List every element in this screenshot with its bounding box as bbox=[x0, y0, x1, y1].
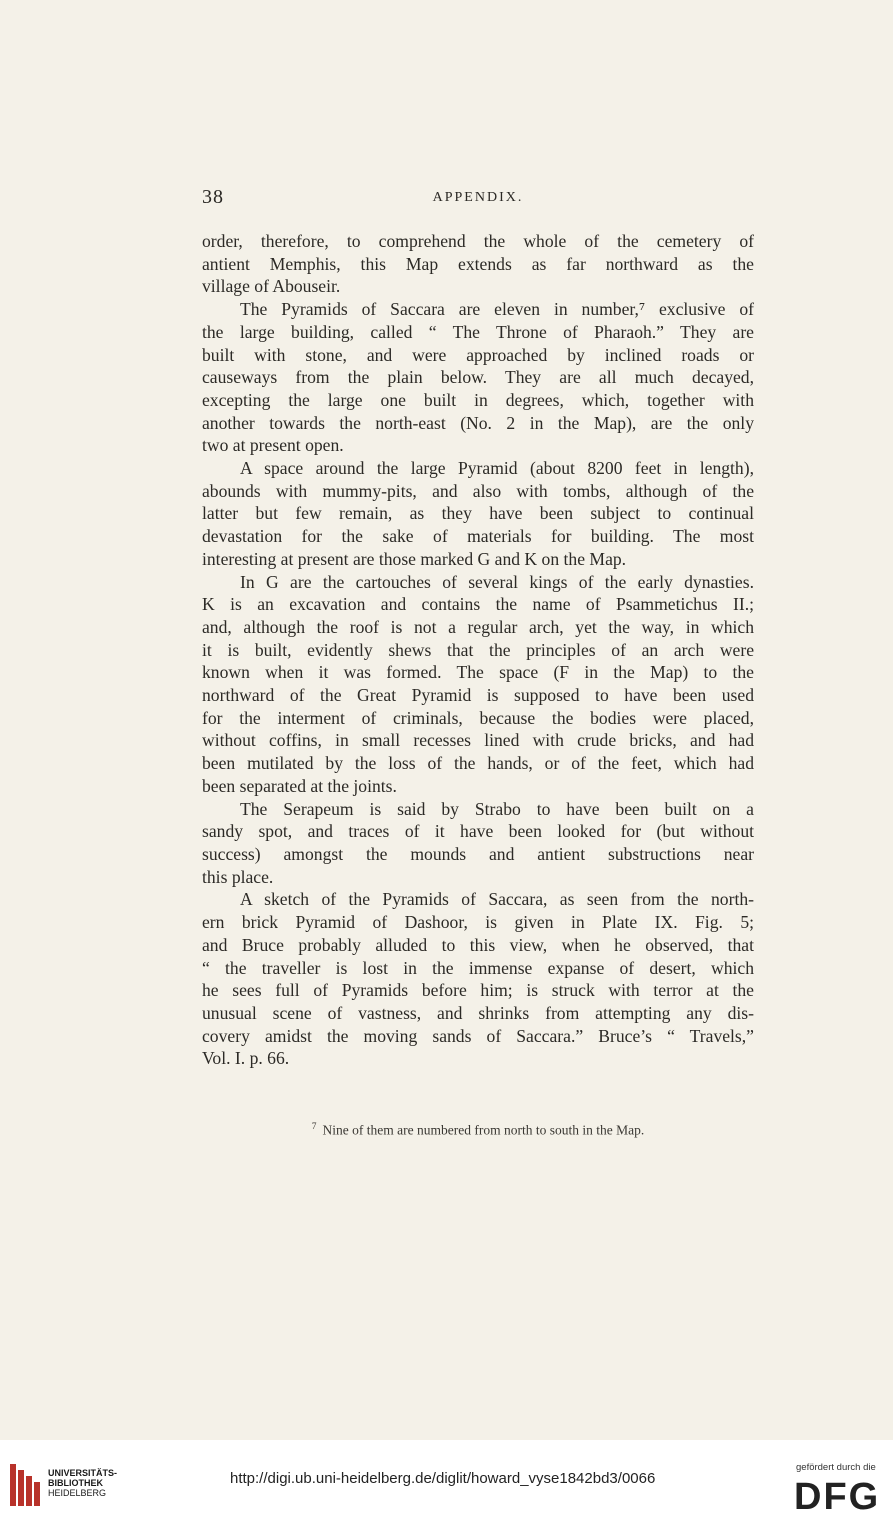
text-line: ern brick Pyramid of Dashoor, is given in Plate IX. Fig. 5; bbox=[202, 912, 754, 933]
text-line: been separated at the joints. bbox=[202, 775, 397, 796]
page-number: 38 bbox=[202, 186, 224, 208]
permalink-url[interactable]: http://digi.ub.uni-heidelberg.de/diglit/howard_vyse1842bd3/0066 bbox=[230, 1470, 656, 1487]
text-line: interesting at present are those marked G and K on the Map. bbox=[202, 548, 627, 569]
paragraph bbox=[202, 298, 754, 434]
running-title: APPENDIX. bbox=[432, 190, 524, 205]
paragraph bbox=[202, 775, 754, 798]
text-line: unusual scene of vastness, and shrinks from attempting any dis- bbox=[202, 1002, 754, 1023]
text-line: for the interment of criminals, because the bodies were placed, bbox=[202, 707, 754, 728]
library-emblem-icon bbox=[8, 1460, 46, 1510]
body-text bbox=[202, 230, 754, 1070]
text-line: In G are the cartouches of several kings of the early dynasties. bbox=[240, 571, 754, 592]
funding-note: gefördert durch die bbox=[796, 1462, 876, 1473]
paragraph bbox=[202, 888, 754, 1047]
text-line: A space around the large Pyramid (about 8200 feet in length), bbox=[240, 458, 754, 479]
library-name-line: UNIVERSITÄTS- bbox=[48, 1468, 118, 1478]
paragraph bbox=[202, 457, 754, 548]
text-line: causeways from the plain below. They are all much decayed, bbox=[202, 367, 754, 388]
text-line: and, although the roof is not a regular arch, yet the way, in which bbox=[202, 616, 754, 637]
text-line: antient Memphis, this Map extends as far northward as the bbox=[202, 253, 754, 274]
text-line: the large building, called “ The Throne of Pharaoh.” They are bbox=[202, 321, 754, 342]
footnote-mark: 7 bbox=[311, 1122, 317, 1132]
text-line: order, therefore, to comprehend the whole of the cemetery of bbox=[202, 231, 754, 251]
paragraph bbox=[202, 230, 754, 275]
library-name bbox=[48, 1468, 117, 1498]
text-line: built with stone, and were approached by inclined roads or bbox=[202, 344, 754, 365]
text-line: devastation for the sake of materials for building. The most bbox=[202, 526, 754, 547]
text-line: sandy spot, and traces of it have been looked for (but without bbox=[202, 821, 754, 842]
text-line: been mutilated by the loss of the hands, or of the feet, which had bbox=[202, 753, 754, 774]
text-line: abounds with mummy-pits, and also with tombs, although of the bbox=[202, 480, 754, 501]
text-line: K is an excavation and contains the name of Psammetichus II.; bbox=[202, 594, 754, 615]
footnote bbox=[202, 1122, 754, 1139]
text-line: success) amongst the mounds and antient substructions near bbox=[202, 843, 754, 864]
text-line: A sketch of the Pyramids of Saccara, as seen from the north- bbox=[240, 889, 754, 910]
paragraph bbox=[202, 434, 754, 457]
library-name-line: BIBLIOTHEK bbox=[48, 1478, 103, 1488]
footnote-text: Nine of them are numbered from north to south in the Map. bbox=[322, 1122, 645, 1138]
text-line: “ the traveller is lost in the immense expanse of desert, which bbox=[202, 957, 754, 978]
paragraph bbox=[202, 571, 754, 775]
text-line: without coffins, in small recesses lined with crude bricks, and had bbox=[202, 730, 754, 751]
text-line: The Serapeum is said by Strabo to have been built on a bbox=[240, 798, 754, 819]
text-line: he sees full of Pyramids before him; is struck with terror at the bbox=[202, 980, 754, 1001]
text-line: village of Abouseir. bbox=[202, 276, 341, 297]
text-line: excepting the large one built in degrees, which, together with bbox=[202, 389, 754, 410]
paragraph bbox=[202, 798, 754, 866]
text-line: covery amidst the moving sands of Saccara.” Bruce’s “ Travels,” bbox=[202, 1025, 754, 1046]
text-line: this place. bbox=[202, 866, 274, 887]
paragraph bbox=[202, 866, 754, 889]
library-name-line: HEIDELBERG bbox=[48, 1488, 107, 1498]
text-line: it is built, evidently shews that the principles of an arch were bbox=[202, 639, 754, 660]
paragraph bbox=[202, 548, 754, 571]
text-line: known when it was formed. The space (F in the Map) to the bbox=[202, 662, 754, 683]
text-line: northward of the Great Pyramid is supposed to have been used bbox=[202, 685, 754, 706]
text-line: another towards the north-east (No. 2 in the Map), are the only bbox=[202, 412, 754, 433]
text-line: two at present open. bbox=[202, 435, 344, 456]
text-line: latter but few remain, as they have been subject to continual bbox=[202, 503, 754, 524]
text-line: Vol. I. p. 66. bbox=[202, 1048, 290, 1069]
dfg-logo: DFG bbox=[794, 1476, 881, 1518]
page-header bbox=[202, 186, 754, 212]
paragraph bbox=[202, 275, 754, 298]
paragraph bbox=[202, 1047, 754, 1070]
text-line: and Bruce probably alluded to this view, when he observed, that bbox=[202, 934, 754, 955]
text-line: The Pyramids of Saccara are eleven in number,⁷ exclusive of bbox=[240, 299, 754, 320]
